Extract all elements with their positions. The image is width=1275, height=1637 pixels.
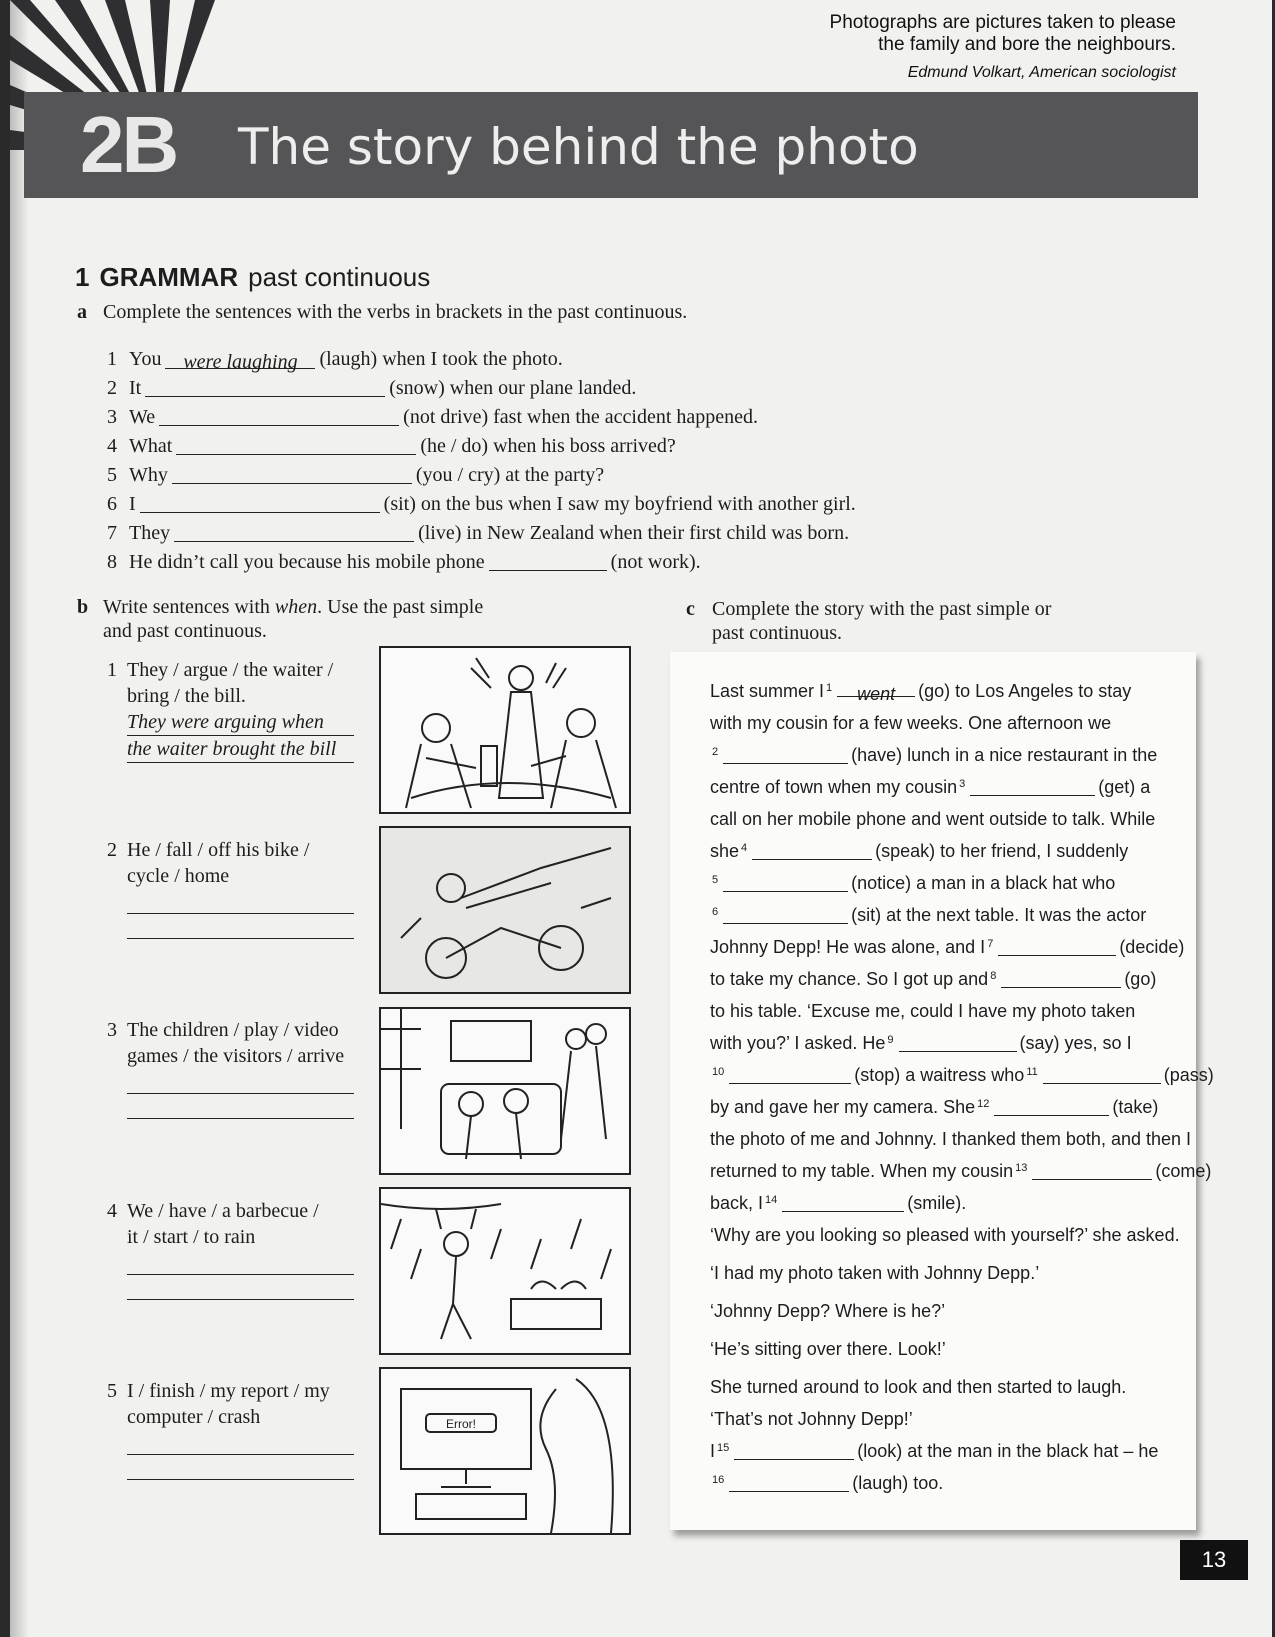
list-item (107, 1378, 367, 1480)
story-line (710, 1187, 1230, 1219)
item-text: Why (129, 464, 168, 486)
answer-blank[interactable] (140, 492, 380, 513)
list-item (107, 490, 856, 519)
blank-number: 3 (959, 778, 966, 790)
story-line (710, 1295, 1230, 1327)
story-fragment: (speak) to her friend, I suddenly (875, 841, 1129, 861)
item-text: He didn’t call you because his mobile phone (129, 551, 485, 573)
illustration-argument (379, 646, 631, 814)
item-prompt: it / start / to rain (127, 1226, 256, 1248)
answer-blank[interactable] (174, 521, 414, 542)
story-blank[interactable] (723, 745, 848, 764)
story-fragment: (get) a (1098, 777, 1151, 797)
instruction-text: . Use the past simple (317, 596, 484, 618)
blank-number: 7 (987, 938, 994, 950)
item-number: 5 (107, 464, 117, 486)
list-item (107, 1017, 367, 1119)
blank-number: 14 (765, 1194, 778, 1206)
blank-number: 1 (826, 682, 833, 694)
item-prompt: bring / the bill. (127, 685, 246, 707)
story-fragment: call on her mobile phone and went outside to talk. While (710, 809, 1156, 829)
illustration-computer-crash (379, 1367, 631, 1535)
story-blank[interactable] (729, 1473, 849, 1492)
story-blank[interactable] (723, 873, 848, 892)
unit-code: 2B (80, 100, 177, 189)
blank-number: 5 (712, 874, 719, 886)
answer-line[interactable] (127, 1094, 354, 1119)
item-prompt: They / argue / the waiter / (127, 659, 334, 681)
item-prompt: games / the visitors / arrive (127, 1045, 345, 1067)
item-text: (live) in New Zealand when their first child was born. (418, 522, 850, 544)
instruction-text: past continuous. (712, 622, 842, 644)
workbook-page (10, 0, 1272, 1637)
story-fragment: (decide) (1119, 937, 1185, 957)
item-number: 2 (107, 377, 117, 399)
blank-number: 9 (887, 1034, 894, 1046)
item-number: 1 (107, 659, 117, 681)
illustration-barbecue-rain (379, 1187, 631, 1355)
blank-number: 2 (712, 746, 719, 758)
epigraph (830, 12, 1176, 84)
list-item (107, 519, 856, 548)
blank-number: 4 (741, 842, 748, 854)
item-prompt: cycle / home (127, 865, 230, 887)
item-text: (not drive) fast when the accident happened. (403, 406, 759, 428)
story-line (710, 1059, 1230, 1091)
item-text: (snow) when our plane landed. (389, 377, 637, 399)
part-b-instruction (77, 595, 484, 643)
answer-line[interactable] (127, 1275, 354, 1300)
instruction-text: Complete the story with the past simple or (712, 598, 1052, 620)
list-item (107, 345, 856, 374)
story-fragment: she (710, 841, 740, 861)
page-title: The story behind the photo (238, 118, 919, 176)
story-fragment: to his table. ‘Excuse me, could I have my photo taken (710, 1001, 1136, 1021)
story-line (710, 835, 1230, 867)
list-item (107, 374, 856, 403)
part-a-list (107, 345, 856, 577)
item-number: 3 (107, 1019, 117, 1041)
story-line (710, 1091, 1230, 1123)
list-item (107, 432, 856, 461)
quote-line-1: Photographs are pictures taken to please (829, 12, 1176, 33)
story-blank[interactable] (752, 841, 872, 860)
story-line (710, 1467, 1230, 1499)
section-topic: past continuous (248, 262, 431, 292)
story-line (710, 1371, 1230, 1403)
answer-blank[interactable]: were laughing (165, 348, 315, 369)
story-fragment: (sit) at the next table. It was the actor (851, 905, 1147, 925)
story-fragment: I (710, 1441, 716, 1461)
story-fragment: (look) at the man in the black hat – he (857, 1441, 1159, 1461)
story-text (710, 675, 1230, 1499)
part-b-letter: b (77, 596, 89, 618)
item-text: (not work). (610, 551, 701, 573)
story-blank[interactable] (1032, 1161, 1152, 1180)
story-blank[interactable] (1043, 1065, 1161, 1084)
instruction-emphasis: when (274, 596, 318, 618)
story-fragment: by and gave her my camera. She (710, 1097, 976, 1117)
story-fragment: Johnny Depp! He was alone, and I (710, 937, 986, 957)
item-text: We (129, 406, 156, 428)
part-a-letter: a (77, 301, 87, 323)
story-fragment: back, I (710, 1193, 764, 1213)
quote-line-2: the family and bore the neighbours. (878, 34, 1176, 55)
story-blank[interactable] (994, 1097, 1109, 1116)
answer-line[interactable] (127, 889, 354, 914)
item-text: (sit) on the bus when I saw my boyfriend with another girl. (383, 493, 856, 515)
story-line (710, 931, 1230, 963)
part-c-letter: c (686, 598, 695, 620)
item-text: It (129, 377, 142, 399)
item-prompt: He / fall / off his bike / (127, 839, 310, 861)
story-line (710, 867, 1230, 899)
story-fragment: (smile). (907, 1193, 967, 1213)
instruction-text: and past continuous. (103, 620, 267, 642)
item-prompt: The children / play / video (127, 1019, 339, 1041)
part-a-instruction (77, 300, 688, 324)
story-fragment: ‘Why are you looking so pleased with yourself?’ she asked. (710, 1225, 1180, 1245)
answer-line[interactable]: the waiter brought the bill (127, 736, 354, 763)
quote-author: Edmund Volkart, American sociologist (907, 64, 1176, 81)
blank-number: 6 (712, 906, 719, 918)
item-text: They (129, 522, 171, 544)
part-a-instruction-text: Complete the sentences with the verbs in brackets in the past continuous. (103, 301, 688, 323)
story-fragment: with you?’ I asked. He (710, 1033, 886, 1053)
section-number: 1 (75, 262, 90, 292)
item-text: You (129, 348, 162, 370)
illustration-video-games (379, 1007, 631, 1175)
story-line (710, 1333, 1230, 1365)
item-prompt: We / have / a barbecue / (127, 1200, 319, 1222)
item-number: 4 (107, 435, 117, 457)
story-fragment: (laugh) too. (852, 1473, 944, 1493)
item-number: 7 (107, 522, 117, 544)
story-line (710, 1027, 1230, 1059)
section-name: GRAMMAR (99, 262, 239, 292)
story-line (710, 1123, 1230, 1155)
item-text: (you / cry) at the party? (415, 464, 605, 486)
answer-blank[interactable] (176, 434, 416, 455)
story-fragment: the photo of me and Johnny. I thanked them both, and then I (710, 1129, 1192, 1149)
story-fragment: (pass) (1163, 1065, 1214, 1085)
illustration-bike-fall (379, 826, 631, 994)
book-spine (10, 0, 28, 1637)
story-blank[interactable] (1001, 969, 1121, 988)
story-fragment: She turned around to look and then started to laugh. (710, 1377, 1127, 1397)
story-fragment: to take my chance. So I got up and (710, 969, 989, 989)
story-fragment: ‘He’s sitting over there. Look!’ (710, 1339, 946, 1359)
answer-line[interactable] (127, 1455, 354, 1480)
list-item (107, 657, 367, 763)
story-blank[interactable] (970, 777, 1095, 796)
item-number: 5 (107, 1380, 117, 1402)
answer-line[interactable] (127, 1250, 354, 1275)
list-item (107, 1198, 367, 1300)
story-fragment: ‘Johnny Depp? Where is he?’ (710, 1301, 946, 1321)
story-line (710, 675, 1230, 707)
item-number: 3 (107, 406, 117, 428)
item-number: 1 (107, 348, 117, 370)
list-item (107, 548, 856, 577)
list-item (107, 837, 367, 939)
story-blank[interactable]: went (837, 678, 915, 697)
story-line (710, 1155, 1230, 1187)
section-heading (75, 262, 430, 293)
story-blank[interactable] (998, 937, 1116, 956)
story-fragment: (have) lunch in a nice restaurant in the (851, 745, 1158, 765)
story-fragment: (stop) a waitress who (854, 1065, 1025, 1085)
story-line (710, 771, 1230, 803)
item-text: I (129, 493, 136, 515)
story-fragment: ‘I had my photo taken with Johnny Depp.’ (710, 1263, 1040, 1283)
story-line (710, 1257, 1230, 1289)
story-line (710, 707, 1230, 739)
story-fragment: (take) (1112, 1097, 1159, 1117)
item-text: (he / do) when his boss arrived? (420, 435, 676, 457)
story-blank[interactable] (723, 905, 848, 924)
item-prompt: computer / crash (127, 1406, 261, 1428)
answer-blank[interactable] (172, 463, 412, 484)
story-line (710, 1219, 1230, 1251)
blank-number: 8 (990, 970, 997, 982)
story-fragment: with my cousin for a few weeks. One afternoon we (710, 713, 1112, 733)
story-fragment: (go) to Los Angeles to stay (918, 681, 1132, 701)
story-fragment: ‘That’s not Johnny Depp!’ (710, 1409, 913, 1429)
story-fragment: (notice) a man in a black hat who (851, 873, 1116, 893)
answer-blank[interactable] (489, 550, 607, 571)
blank-number: 15 (717, 1442, 730, 1454)
story-blank[interactable] (782, 1193, 904, 1212)
page-number: 13 (1180, 1540, 1248, 1580)
item-text: (laugh) when I took the photo. (319, 348, 563, 370)
item-number: 2 (107, 839, 117, 861)
story-line (710, 803, 1230, 835)
story-line (710, 1435, 1230, 1467)
item-number: 6 (107, 493, 117, 515)
answer-line[interactable] (127, 914, 354, 939)
answer-blank[interactable] (159, 405, 399, 426)
story-line (710, 899, 1230, 931)
part-c-instruction (686, 597, 1052, 645)
blank-number: 16 (712, 1474, 725, 1486)
answer-line[interactable] (127, 1069, 354, 1094)
story-line (710, 1403, 1230, 1435)
story-blank[interactable] (729, 1065, 851, 1084)
item-number: 8 (107, 551, 117, 573)
blank-number: 11 (1026, 1066, 1038, 1078)
story-fragment: (come) (1155, 1161, 1212, 1181)
answer-line[interactable]: They were arguing when (127, 709, 354, 736)
blank-number: 10 (712, 1066, 725, 1078)
instruction-text: Write sentences with (103, 596, 275, 618)
story-fragment: Last summer I (710, 681, 825, 701)
story-line (710, 739, 1230, 771)
story-fragment: returned to my table. When my cousin (710, 1161, 1014, 1181)
blank-number: 12 (977, 1098, 990, 1110)
story-line (710, 995, 1230, 1027)
list-item (107, 461, 856, 490)
item-prompt: I / finish / my report / my (127, 1380, 330, 1402)
item-number: 4 (107, 1200, 117, 1222)
error-label: Error! (446, 1417, 476, 1431)
list-item (107, 403, 856, 432)
blank-number: 13 (1015, 1162, 1028, 1174)
answer-line[interactable] (127, 1430, 354, 1455)
story-fragment: centre of town when my cousin (710, 777, 958, 797)
story-fragment: (say) yes, so I (1019, 1033, 1132, 1053)
answer-blank[interactable] (145, 376, 385, 397)
item-text: What (129, 435, 173, 457)
story-blank[interactable] (734, 1441, 854, 1460)
story-fragment: (go) (1124, 969, 1157, 989)
story-blank[interactable] (899, 1033, 1017, 1052)
story-line (710, 963, 1230, 995)
